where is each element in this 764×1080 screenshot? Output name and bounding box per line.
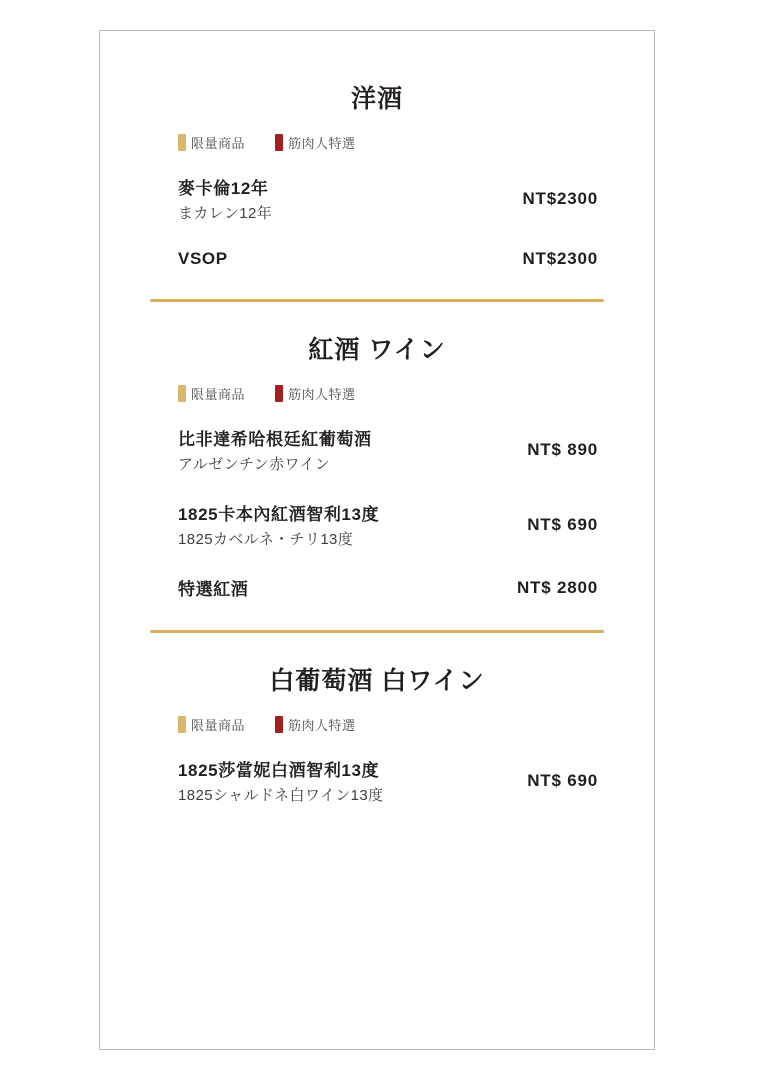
- legend-item-special: [275, 715, 356, 734]
- menu-item-name: 1825卡本內紅酒智利13度: [178, 505, 380, 524]
- menu-item-subname: 1825カベルネ・チリ13度: [178, 531, 354, 548]
- legend: [144, 715, 610, 734]
- special-swatch-icon: [275, 716, 283, 733]
- legend-limited-label: 限量商品: [191, 718, 246, 733]
- menu-item-names: [178, 249, 228, 269]
- menu-item-name: VSOP: [178, 249, 228, 268]
- menu-item: [178, 425, 602, 474]
- menu-item: [178, 174, 602, 223]
- legend-item-limited: [178, 715, 245, 734]
- menu-content: [100, 31, 654, 805]
- menu-item-price: NT$ 2800: [516, 577, 598, 597]
- menu-item-price: NT$2300: [522, 249, 598, 268]
- menu-item-name: 比非達希哈根廷紅葡萄酒: [178, 430, 372, 449]
- menu-item-list: [144, 756, 610, 805]
- menu-item-subname: まカレン12年: [178, 205, 273, 222]
- menu-item-names: [178, 756, 384, 805]
- menu-item: [178, 575, 602, 600]
- menu-item-name: 1825莎當妮白酒智利13度: [178, 761, 380, 780]
- limited-swatch-icon: [178, 134, 186, 151]
- menu-item-price: NT$ 690: [527, 514, 598, 534]
- legend: [144, 133, 610, 152]
- menu-item-names: [178, 174, 272, 223]
- legend-item-limited: [178, 384, 245, 403]
- menu-item-name: 特選紅酒: [178, 580, 249, 599]
- limited-swatch-icon: [178, 385, 186, 402]
- section-title: 洋酒: [350, 85, 403, 113]
- legend-item-special: [275, 133, 356, 152]
- legend: [144, 384, 610, 403]
- section-divider: [150, 299, 604, 302]
- legend-limited-label: 限量商品: [191, 387, 246, 402]
- section-divider: [150, 630, 604, 633]
- menu-section-spirits: [144, 79, 610, 269]
- menu-item-names: [178, 575, 248, 600]
- section-title: 紅酒 ワイン: [308, 336, 446, 364]
- menu-item-price: NT$2300: [522, 188, 598, 208]
- menu-item-list: [144, 174, 610, 269]
- menu-item-subname: アルゼンチン赤ワイン: [178, 456, 331, 473]
- legend-special-label: 筋肉人特選: [288, 387, 356, 402]
- menu-item-price: NT$ 690: [527, 770, 598, 790]
- legend-special-label: 筋肉人特選: [288, 136, 356, 151]
- section-title: 白葡萄酒 白ワイン: [269, 667, 485, 695]
- menu-item-names: [178, 425, 372, 474]
- legend-item-special: [275, 384, 356, 403]
- menu-item: [178, 249, 602, 269]
- menu-section-white-wine: [144, 661, 610, 805]
- legend-special-label: 筋肉人特選: [288, 718, 356, 733]
- special-swatch-icon: [275, 134, 283, 151]
- menu-item-subname: 1825シャルドネ白ワイン13度: [178, 787, 384, 804]
- menu-section-red-wine: [144, 330, 610, 600]
- menu-item-name: 麥卡倫12年: [178, 179, 269, 198]
- menu-item: [178, 500, 602, 549]
- menu-item: [178, 756, 602, 805]
- special-swatch-icon: [275, 385, 283, 402]
- menu-item-names: [178, 500, 379, 549]
- limited-swatch-icon: [178, 716, 186, 733]
- menu-page: [99, 30, 655, 1050]
- legend-item-limited: [178, 133, 245, 152]
- menu-item-list: [144, 425, 610, 600]
- menu-item-price: NT$ 890: [527, 439, 598, 459]
- legend-limited-label: 限量商品: [191, 136, 246, 151]
